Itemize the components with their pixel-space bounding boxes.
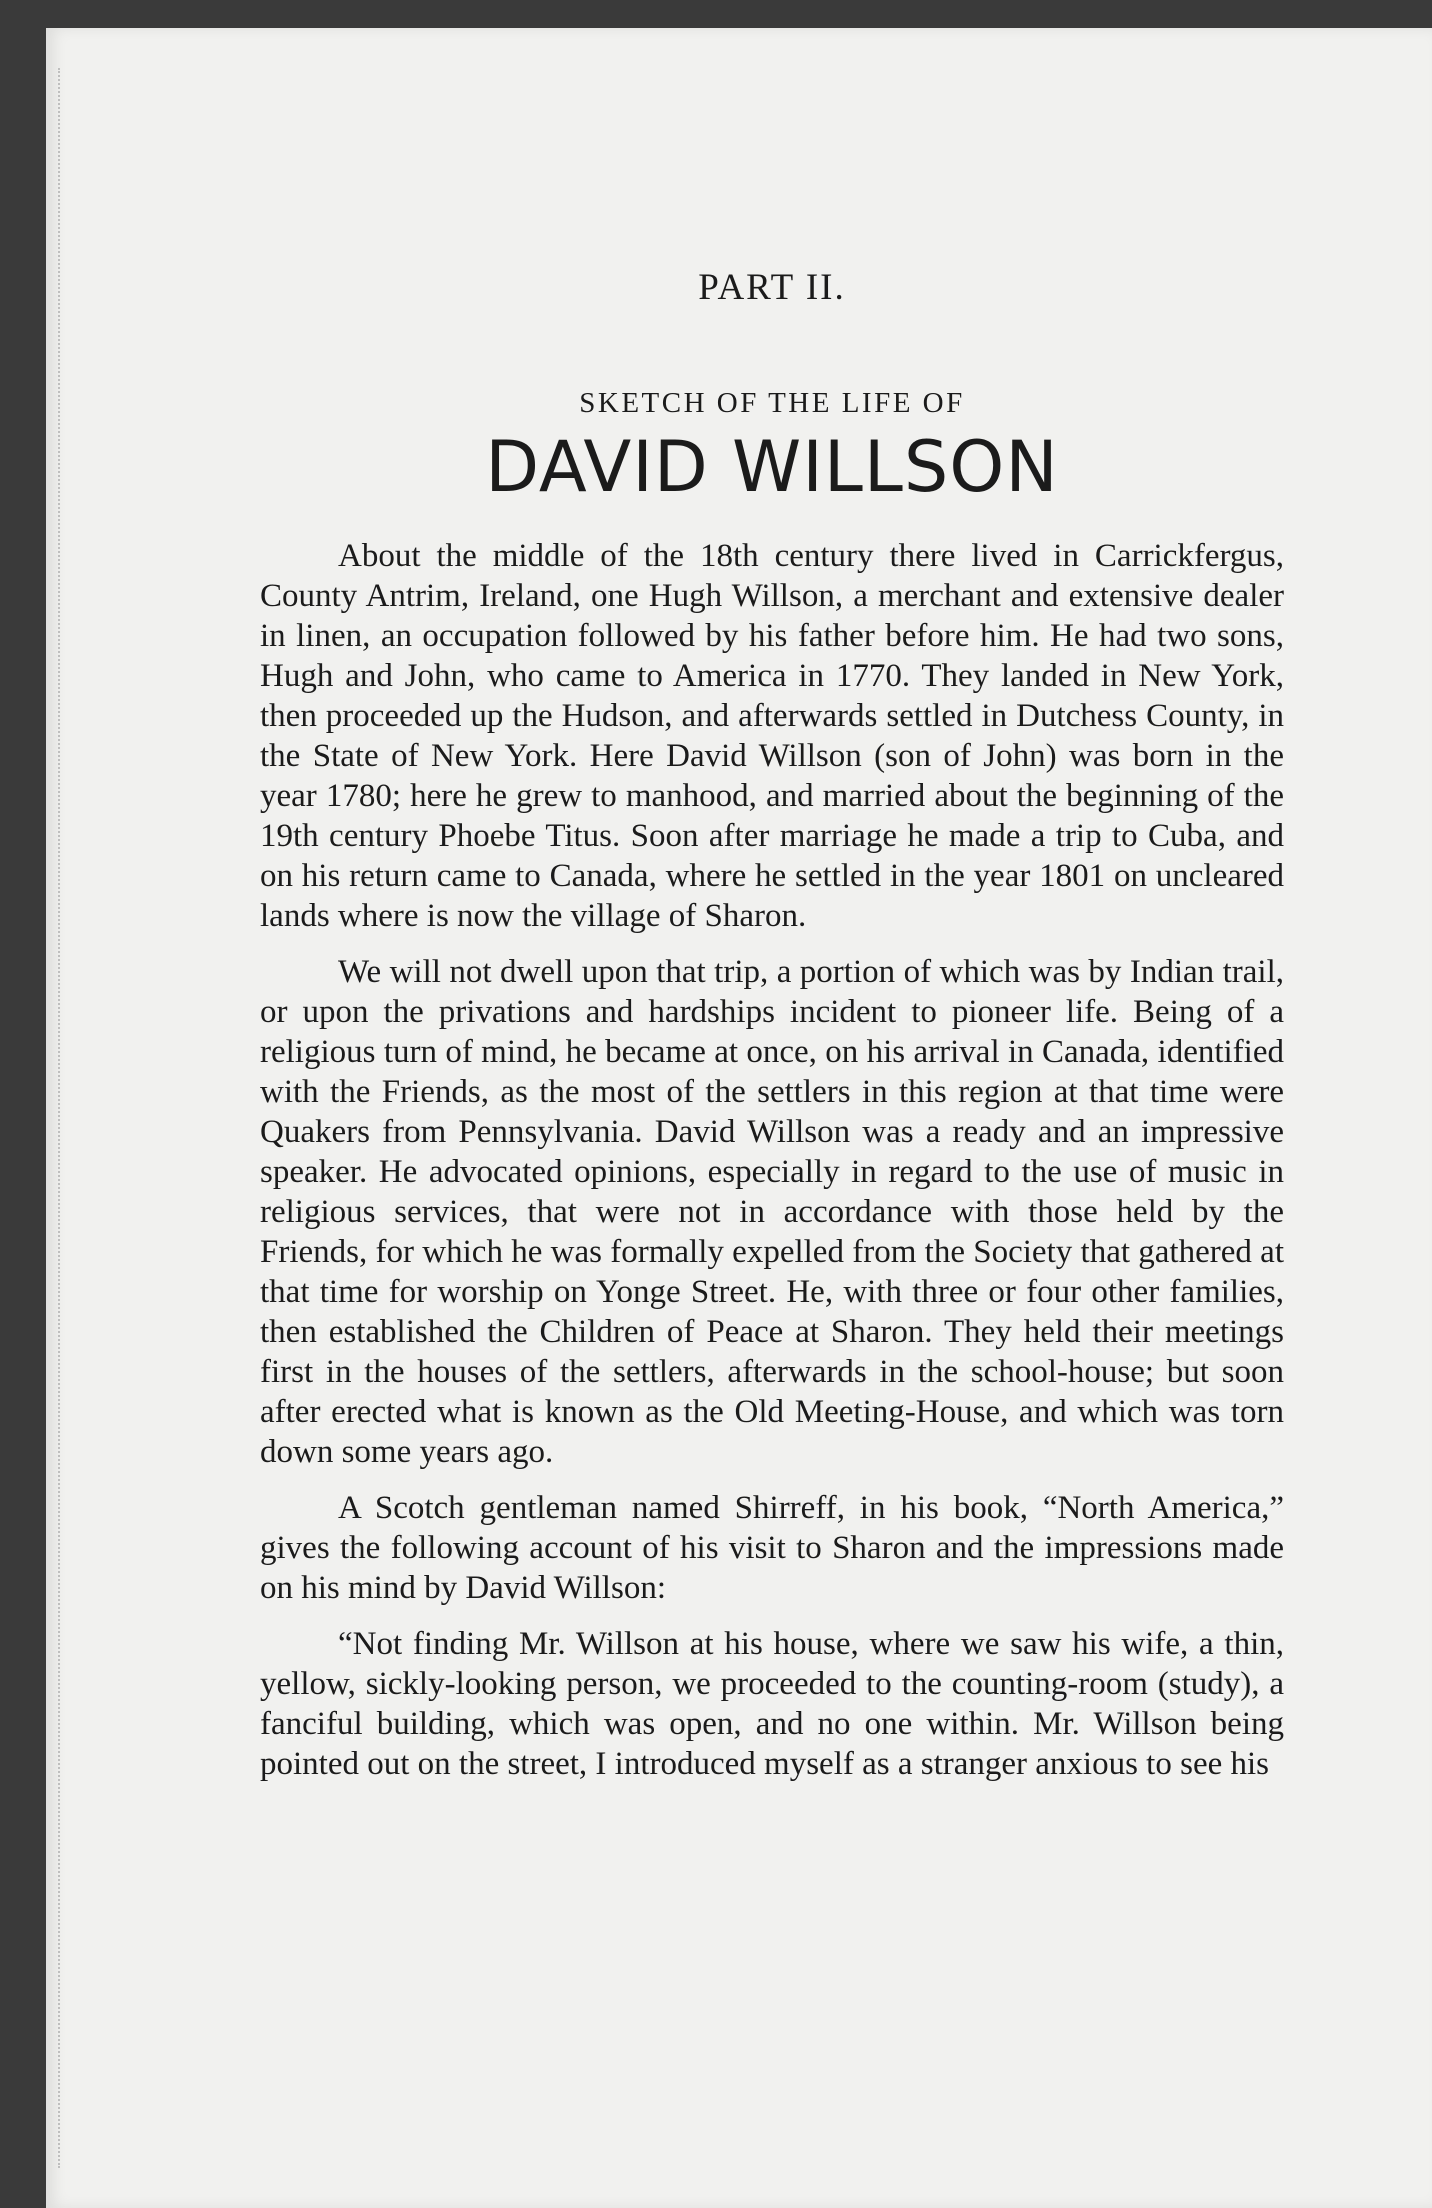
book-page xyxy=(46,28,1432,2208)
part-heading: PART II. xyxy=(698,267,846,308)
main-title: DAVID WILLSON xyxy=(485,426,1059,508)
paragraph: We will not dwell upon that trip, a portion of which was by Indian trail, or upon the privations and hardships incident to pioneer life. Being of a religious turn of mind, he became at once, on his arrival in Canada, identified with the Friends, as the most of the settlers in this region at that time were Quakers from Pennsylvania. David Willson was a ready and an impressive speaker. He advocated opinions, especially in regard to the use of music in religious services, that were not in accordance with those held by the Friends, for which he was formally expelled from the Society that gathered at that time for worship on Yonge Street. He, with three or four other families, then established the Children of Peace at Sharon. They held their meetings first in the houses of the settlers, afterwards in the school-house; but soon after erected what is known as the Old Meeting-House, and which was torn down some years ago. xyxy=(260,954,1284,1470)
sketch-heading: SKETCH OF THE LIFE OF xyxy=(579,387,965,419)
paragraph: A Scotch gentleman named Shirreff, in his book, “North America,” gives the following account of his visit to Sharon and the impressions made on his mind by David Willson: xyxy=(260,1490,1284,1606)
binding-gutter xyxy=(58,68,82,2168)
paragraph: About the middle of the 18th century there lived in Carrickfergus, County Antrim, Ireland, one Hugh Willson, a merchant and extensive dealer in linen, an occupation followed by his father before him. He had two sons, Hugh and John, who came to America in 1770. They landed in New York, then proceeded up the Hudson, and afterwards settled in Dutchess County, in the State of New York. Here David Willson (son of John) was born in the year 1780; here he grew to manhood, and married about the beginning of the 19th century Phoebe Titus. Soon after marriage he made a trip to Cuba, and on his return came to Canada, where he settled in the year 1801 on uncleared lands where is now the village of Sharon. xyxy=(260,538,1284,934)
page-content xyxy=(260,266,1284,1800)
paragraph: “Not finding Mr. Willson at his house, where we saw his wife, a thin, yellow, sickly-looking person, we proceeded to the counting-room (study), a fanciful building, which was open, and no one within. Mr. Willson being pointed out on the street, I introduced myself as a stranger anxious to see his xyxy=(260,1626,1284,1782)
